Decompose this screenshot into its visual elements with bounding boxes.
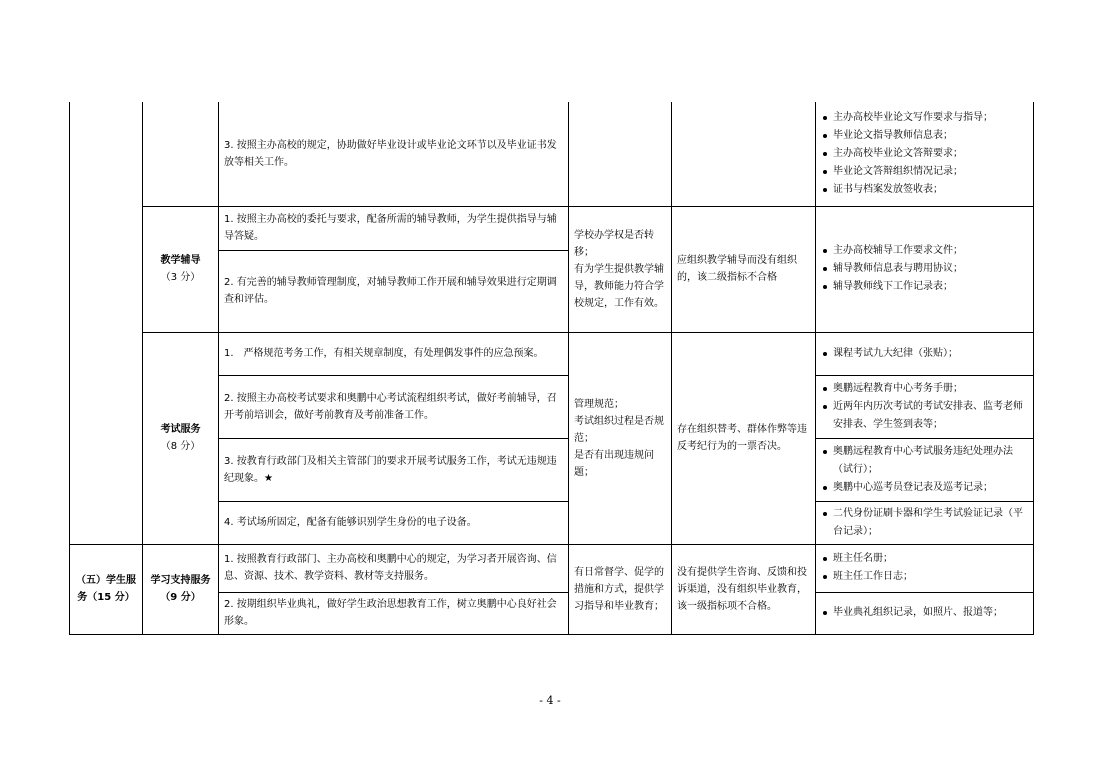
evidence-cell xyxy=(816,102,1034,206)
veto-cell: 没有提供学生咨询、反馈和投诉渠道，没有组织毕业教育，该一级指标项不合格。 xyxy=(672,544,816,634)
check-point-cell: 管理规范； 考试组织过程是否规范； 是否有出现违规问题； xyxy=(569,332,672,544)
evidence-item: 班主任工作日志； xyxy=(821,568,1028,586)
evidence-item: 证书与档案发放签收表； xyxy=(821,181,1028,199)
indicator-score: （3 分） xyxy=(160,272,201,283)
evidence-item: 近两年内历次考试的考试安排表、监考老师安排表、学生签到表等； xyxy=(821,398,1028,434)
evidence-list xyxy=(821,242,1028,296)
requirement-cell: 3. 按照主办高校的规定，协助做好毕业设计或毕业论文环节以及毕业证书发放等相关工作。 xyxy=(219,102,569,206)
evidence-item: 奥鹏中心巡考员登记表及巡考记录； xyxy=(821,479,1028,497)
evidence-cell xyxy=(816,544,1034,592)
indicator-score: （8 分） xyxy=(160,441,201,452)
evidence-item: 辅导教师信息表与聘用协议； xyxy=(821,260,1028,278)
evidence-list xyxy=(821,443,1028,497)
evidence-cell xyxy=(816,375,1034,438)
evidence-item: 毕业论文指导教师信息表； xyxy=(821,127,1028,145)
table-row xyxy=(70,544,1034,592)
requirement-cell: 4. 考试场所固定，配备有能够识别学生身份的电子设备。 xyxy=(219,501,569,544)
requirement-cell: 2. 按照主办高校考试要求和奥鹏中心考试流程组织考试，做好考前辅导，召开考前培训会，做好考前教育及考前准备工作。 xyxy=(219,375,569,438)
veto-cell: 存在组织替考、群体作弊等违反考纪行为的一票否决。 xyxy=(672,332,816,544)
table-row xyxy=(70,332,1034,375)
requirement-cell: 2. 按期组织毕业典礼，做好学生政治思想教育工作，树立奥鹏中心良好社会形象。 xyxy=(219,592,569,634)
requirement-cell: 1. 按照主办高校的委托与要求，配备所需的辅导教师，为学生提供指导与辅导答疑。 xyxy=(219,206,569,250)
evaluation-table xyxy=(69,102,1034,635)
evidence-item: 主办高校毕业论文写作要求与指导； xyxy=(821,109,1028,127)
evidence-item: 奥鹏远程教育中心考试服务违纪处理办法（试行）； xyxy=(821,443,1028,479)
evidence-cell xyxy=(816,438,1034,501)
requirement-cell: 3. 按教育行政部门及相关主管部门的要求开展考试服务工作，考试无违规违纪现象。★ xyxy=(219,438,569,501)
evidence-list xyxy=(821,109,1028,199)
evidence-cell xyxy=(816,592,1034,634)
level1-continuation-cell xyxy=(70,102,143,544)
requirement-cell: 1. 严格规范考务工作，有相关规章制度，有处理偶发事件的应急预案。 xyxy=(219,332,569,375)
indicator-student-services: （五）学生服务（15 分） xyxy=(70,544,143,634)
table-row xyxy=(70,102,1034,206)
indicator-name: 教学辅导 xyxy=(160,255,201,266)
evidence-item: 主办高校辅导工作要求文件； xyxy=(821,242,1028,260)
page-number: - 4 - xyxy=(539,694,561,707)
indicator-exam-service xyxy=(143,332,219,544)
evidence-list xyxy=(821,380,1028,434)
evidence-item: 奥鹏远程教育中心考务手册； xyxy=(821,380,1028,398)
evidence-item: 二代身份证刷卡器和学生考试验证记录（平台记录）； xyxy=(821,505,1028,541)
evidence-list xyxy=(821,550,1028,586)
evidence-item: 课程考试九大纪律（张贴）； xyxy=(821,345,1028,363)
evidence-list xyxy=(821,604,1028,622)
evidence-item: 主办高校毕业论文答辩要求； xyxy=(821,145,1028,163)
check-point-cell: 学校办学权是否转移； 有为学生提供教学辅导，教师能力符合学校规定，工作有效。 xyxy=(569,206,672,332)
veto-cell xyxy=(672,102,816,206)
check-point-cell: 有日常督学、促学的措施和方式，提供学习指导和毕业教育； xyxy=(569,544,672,634)
evidence-cell xyxy=(816,501,1034,544)
requirement-cell: 2. 有完善的辅导教师管理制度，对辅导教师工作开展和辅导效果进行定期调查和评估。 xyxy=(219,250,569,332)
evidence-list xyxy=(821,345,1028,363)
check-point-cell xyxy=(569,102,672,206)
level2-continuation-cell xyxy=(143,102,219,206)
indicator-study-support: 学习支持服务（9 分） xyxy=(143,544,219,634)
evidence-item: 毕业论文答辩组织情况记录； xyxy=(821,163,1028,181)
evidence-cell xyxy=(816,332,1034,375)
table-row xyxy=(70,206,1034,250)
evidence-item: 毕业典礼组织记录，如照片、报道等； xyxy=(821,604,1028,622)
indicator-teaching-tutoring xyxy=(143,206,219,332)
veto-cell: 应组织教学辅导而没有组织的，该二级指标不合格 xyxy=(672,206,816,332)
requirement-cell: 1. 按照教育行政部门、主办高校和奥鹏中心的规定，为学习者开展咨询、信息、资源、技术、教学资料、教材等支持服务。 xyxy=(219,544,569,592)
indicator-name: 考试服务 xyxy=(160,424,201,435)
evidence-list xyxy=(821,505,1028,541)
evidence-item: 班主任名册； xyxy=(821,550,1028,568)
evidence-item: 辅导教师线下工作记录表； xyxy=(821,278,1028,296)
evidence-cell xyxy=(816,206,1034,332)
